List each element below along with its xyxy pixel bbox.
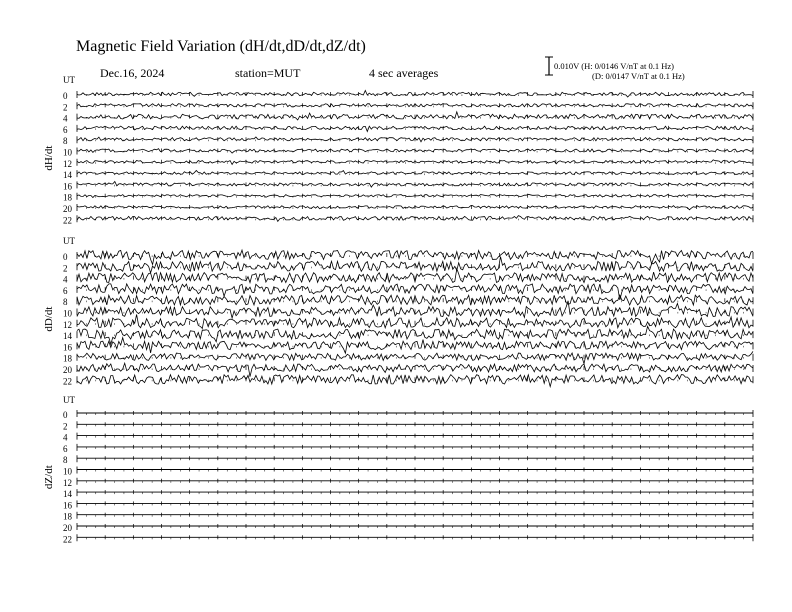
date-label: Dec.16, 2024 xyxy=(100,66,165,80)
row-label: 14 xyxy=(63,331,72,342)
row-label: 12 xyxy=(63,477,72,488)
row-label: 6 xyxy=(63,285,68,296)
ut-axis-label: UT xyxy=(63,75,75,85)
scale-d-label: (D: 0/0147 V/nT at 0.1 Hz) xyxy=(592,71,685,81)
row-label: 16 xyxy=(63,342,72,353)
row-label: 4 xyxy=(63,113,68,124)
row-label: 10 xyxy=(63,147,72,158)
row-label: 20 xyxy=(63,204,72,214)
row-label: 8 xyxy=(63,455,68,466)
row-label: 0 xyxy=(63,91,68,101)
ut-axis-label: UT xyxy=(63,395,75,405)
row-label: 10 xyxy=(63,308,72,319)
row-label: 18 xyxy=(63,353,72,364)
row-label: 18 xyxy=(63,192,72,203)
trace-line xyxy=(77,301,753,318)
row-label: 4 xyxy=(63,432,68,443)
row-label: 22 xyxy=(63,215,72,226)
row-label: 16 xyxy=(63,181,72,192)
panel-label: dZ/dt xyxy=(43,465,55,490)
row-label: 12 xyxy=(63,319,72,330)
row-label: 12 xyxy=(63,158,72,169)
row-label: 22 xyxy=(63,534,72,545)
row-label: 2 xyxy=(63,102,68,113)
scale-value-label: 0.010V (H: 0/0146 V/nT at 0.1 Hz) xyxy=(554,61,674,71)
row-label: 0 xyxy=(63,410,68,420)
chart-title: Magnetic Field Variation (dH/dt,dD/dt,dZ/dt) xyxy=(76,38,366,55)
row-label: 4 xyxy=(63,274,68,285)
row-label: 10 xyxy=(63,466,72,477)
station-label: station=MUT xyxy=(235,66,301,80)
row-label: 20 xyxy=(63,365,72,375)
row-label: 6 xyxy=(63,124,68,135)
row-label: 0 xyxy=(63,252,68,262)
panel-label: dD/dt xyxy=(43,306,55,332)
row-label: 14 xyxy=(63,489,72,500)
trace-line xyxy=(77,91,753,98)
row-label: 8 xyxy=(63,136,68,147)
row-label: 22 xyxy=(63,376,72,387)
row-label: 6 xyxy=(63,443,68,454)
panel-label: dH/dt xyxy=(43,145,55,171)
row-label: 14 xyxy=(63,170,72,181)
row-label: 2 xyxy=(63,421,68,432)
row-label: 20 xyxy=(63,523,72,533)
row-label: 8 xyxy=(63,297,68,308)
row-label: 2 xyxy=(63,263,68,274)
ut-axis-label: UT xyxy=(63,236,75,246)
trace-line xyxy=(77,250,753,264)
averaging-label: 4 sec averages xyxy=(369,66,439,80)
row-label: 16 xyxy=(63,500,72,511)
row-label: 18 xyxy=(63,511,72,522)
